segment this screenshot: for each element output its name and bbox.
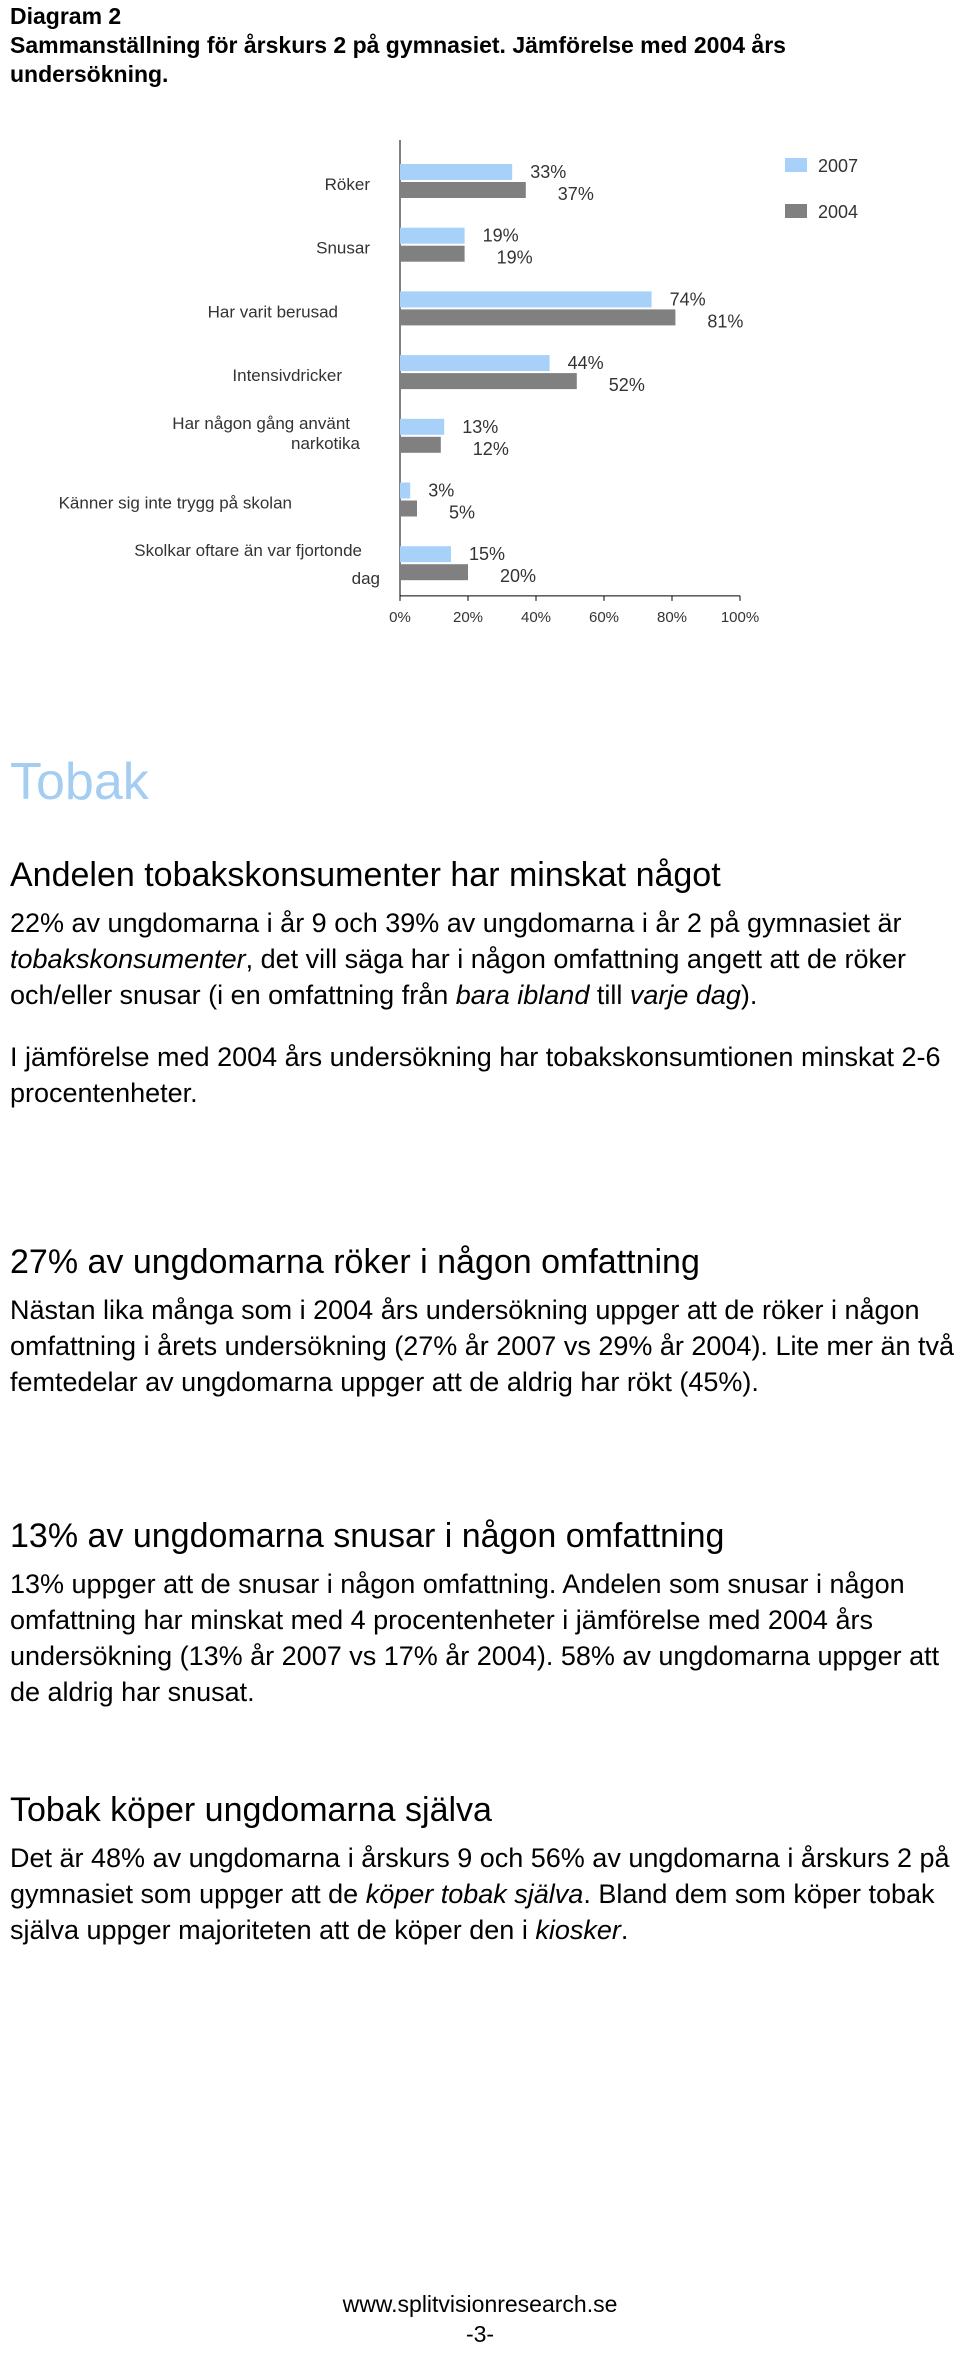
bar-2007	[400, 164, 512, 180]
category-label: Har varit berusad	[207, 302, 338, 322]
data-label: 12%	[472, 438, 509, 459]
legend-swatch-2007	[785, 158, 807, 172]
data-label: 52%	[608, 375, 645, 396]
x-tick-label: 60%	[588, 608, 620, 626]
x-tick-label: 0%	[389, 608, 411, 626]
data-label: 13%	[462, 416, 499, 437]
category-label: narkotika	[291, 433, 360, 453]
category-label: Känner sig inte trygg på skolan	[58, 493, 292, 513]
bar-2004	[400, 501, 417, 517]
category-label: Har någon gång använt	[172, 413, 350, 433]
category-label: Skolkar oftare än var fjortonde	[134, 541, 362, 561]
data-label: 20%	[500, 566, 537, 587]
bar-2004	[400, 309, 675, 325]
bar-2007	[400, 291, 652, 307]
x-tick-label: 20%	[452, 608, 484, 626]
category-label: dag	[351, 569, 380, 589]
figure-label: Diagram 2	[10, 3, 122, 29]
heading-snus: 13% av ungdomarna snusar i någon omfattning	[10, 1517, 725, 1555]
paragraph-tobacco-comparison: I jämförelse med 2004 års undersökning har tobakskonsumtionen minskat 2-6 procentenheter.	[10, 1042, 941, 1108]
bar-2007	[400, 546, 451, 562]
x-tick-label: 80%	[656, 608, 688, 626]
category-label: Intensivdricker	[232, 366, 342, 386]
bar-2004	[400, 182, 526, 198]
data-label: 15%	[469, 544, 506, 565]
paragraph-snus: 13% uppger att de snusar i någon omfattning. Andelen som snusar i någon omfattning har minskat med 4 procentenheter i jämförelse med 2004 års undersökning (13% år 2007 vs 17% år 2004). 58% av ungdomarna uppger att de aldrig har snusat.	[10, 1569, 940, 1707]
x-tick-label: 40%	[520, 608, 552, 626]
page-number: -3-	[465, 2321, 495, 2347]
bar-chart	[0, 140, 960, 640]
legend-label: 2004	[818, 202, 859, 222]
category-label: Snusar	[316, 238, 370, 258]
data-label: 3%	[428, 480, 455, 501]
x-tick-label: 100%	[720, 608, 760, 626]
paragraph-smoking: Nästan lika många som i 2004 års undersökning uppger att de röker i någon omfattning i årets undersökning (27% år 2007 vs 29% år 2004). Lite mer än två femtedelar av ungdomarna uppger att de aldrig har rökt (45%).	[10, 1295, 955, 1397]
data-label: 37%	[557, 184, 594, 204]
data-label: 19%	[496, 247, 533, 268]
bar-2004	[400, 246, 465, 262]
heading-buying-tobacco: Tobak köper ungdomarna själva	[10, 1791, 492, 1829]
figure-title: Sammanställning för årskurs 2 på gymnasiet. Jämförelse med 2004 års undersökning.	[10, 32, 786, 87]
category-label: Röker	[324, 175, 370, 194]
section-title: Tobak	[10, 753, 149, 811]
data-label: 5%	[449, 502, 476, 523]
data-label: 81%	[707, 311, 744, 332]
legend-swatch-2004	[785, 204, 807, 218]
paragraph-buying-tobacco: Det är 48% av ungdomarna i årskurs 9 och 56% av ungdomarna i årskurs 2 på gymnasiet som uppger att de köper tobak själva. Bland dem som köper tobak själva uppger majoriteten att de köper den i kiosker.	[10, 1843, 950, 1945]
data-label: 44%	[567, 353, 604, 374]
data-label: 19%	[482, 225, 519, 246]
data-label: 33%	[530, 162, 567, 182]
data-label: 74%	[669, 289, 706, 310]
paragraph-tobacco-consumers	[10, 905, 955, 1111]
footer-url[interactable]: www.splitvisionresearch.se	[342, 2291, 618, 2317]
bar-2004	[400, 437, 441, 453]
paragraph-tobacco-share: 22% av ungdomarna i år 9 och 39% av ungdomarna i år 2 på gymnasiet är tobakskonsumenter, det vill säga har i någon omfattning angett att de röker och/eller snusar (i en omfattning från bara ibland till varje dag).	[10, 908, 907, 1010]
heading-smoking: 27% av ungdomarna röker i någon omfattning	[10, 1243, 700, 1281]
bar-2007	[400, 419, 444, 435]
bar-2004	[400, 564, 468, 580]
bar-2007	[400, 355, 550, 371]
legend-label: 2007	[818, 156, 859, 176]
figure-caption	[10, 2, 930, 89]
bar-2007	[400, 228, 465, 244]
bar-2007	[400, 483, 410, 499]
heading-tobacco-consumers: Andelen tobakskonsumenter har minskat något	[10, 856, 721, 894]
bar-2004	[400, 373, 577, 389]
